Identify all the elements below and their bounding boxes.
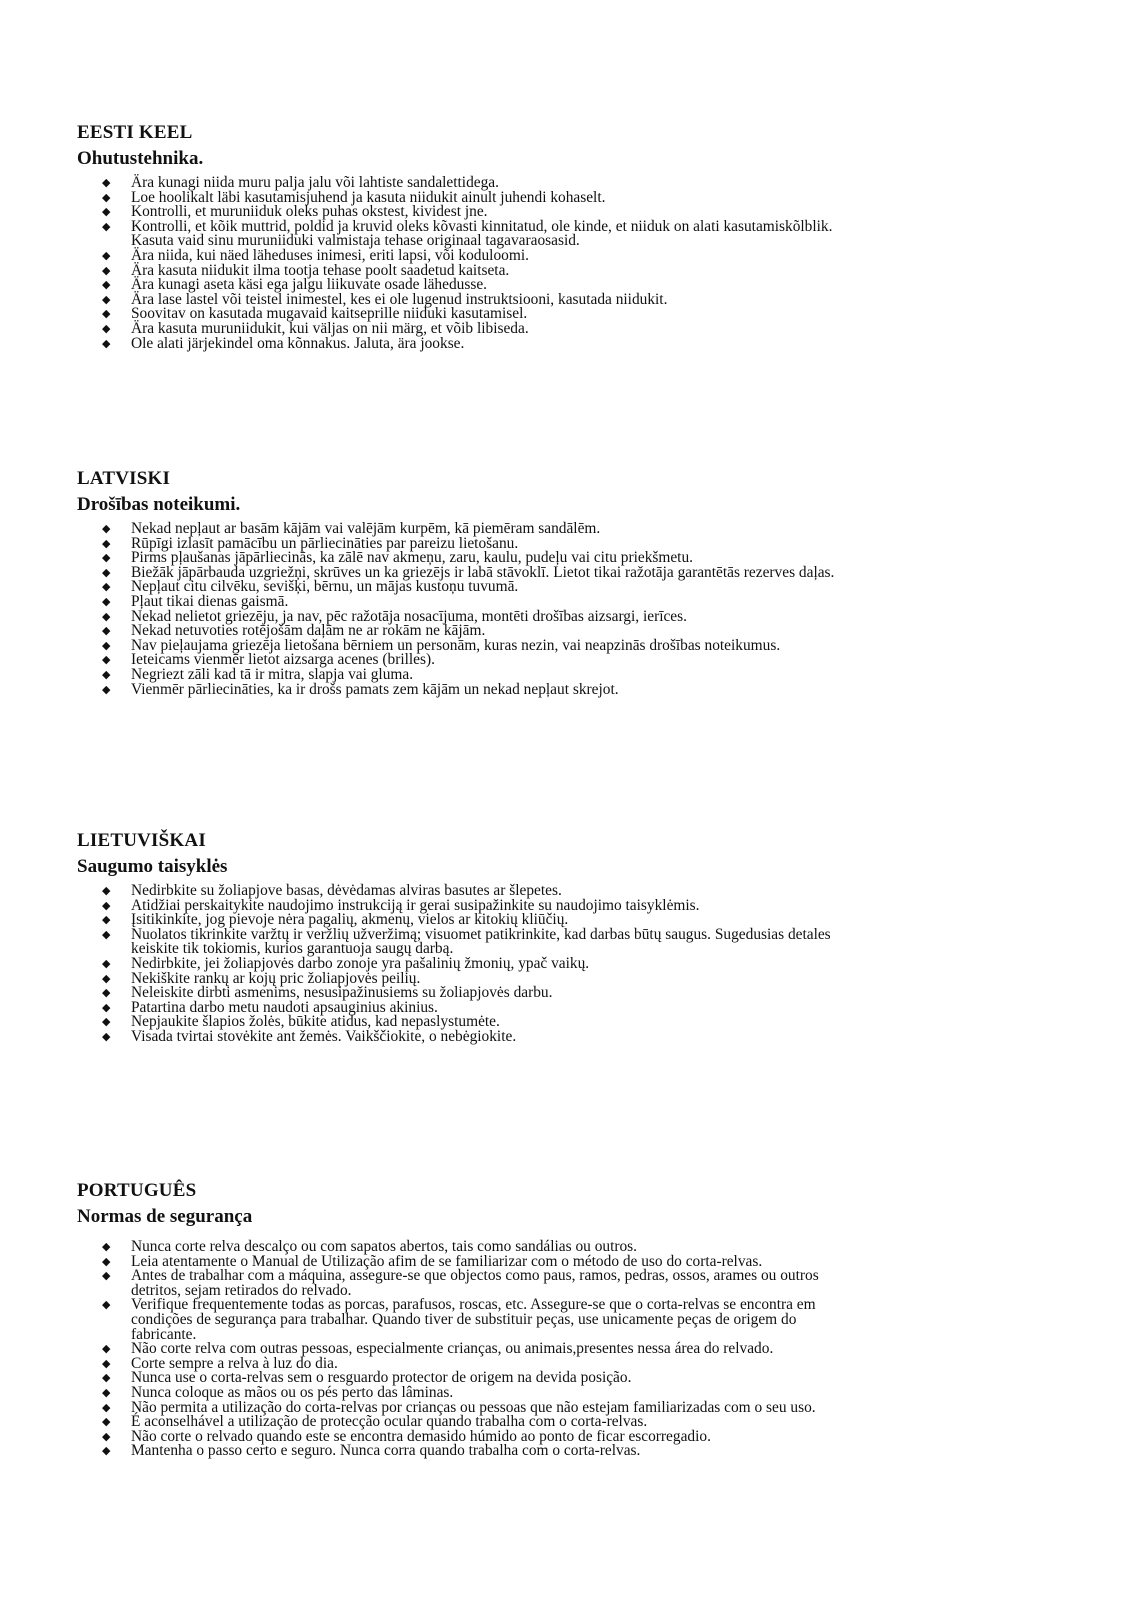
section-heading: Ohutustehnika. (77, 148, 204, 169)
rule-text-continuation: detritos, sejam retirados do relvado. (131, 1281, 352, 1299)
bullet-icon: ◆ (102, 1372, 111, 1385)
bullet-icon: ◆ (102, 308, 111, 321)
rule-text: Pļaut tikai dienas gaismā. (131, 592, 289, 610)
section-heading: Drošības noteikumi. (77, 494, 241, 515)
bullet-icon: ◆ (102, 1030, 111, 1043)
bullet-icon: ◆ (102, 1430, 111, 1443)
bullet-icon: ◆ (102, 639, 111, 652)
bullet-icon: ◆ (102, 1401, 111, 1414)
list-item (77, 1298, 1117, 1342)
rule-text: Ära kasuta muruniidukit, kui väljas on nii märg, et võib libiseda. (131, 319, 529, 337)
bullet-icon: ◆ (102, 972, 111, 985)
bullet-icon: ◆ (102, 552, 111, 565)
rule-text: Rūpīgi izlasīt pamācību un pārliecināties par pareizu lietošanu. (131, 534, 519, 552)
list-item (77, 1027, 1117, 1045)
bullet-icon: ◆ (102, 1445, 111, 1458)
bullet-icon: ◆ (102, 1416, 111, 1429)
rule-text: Nekad nelietot griezēju, ja nav, pēc ražotāja nosacījuma, montēti drošības aizsargi, ierīces. (131, 607, 687, 625)
section-heading: Normas de segurança (77, 1206, 253, 1227)
bullet-icon: ◆ (102, 1386, 111, 1399)
section-lithuanian (77, 830, 1117, 1045)
bullet-icon: ◆ (102, 293, 111, 306)
bullet-icon: ◆ (102, 566, 111, 579)
bullet-icon: ◆ (102, 625, 111, 638)
bullet-icon: ◆ (102, 206, 111, 219)
rule-text-continuation: condições de segurança para trabalhar. Quando tiver de substituir peças, use unicamente peças de origem do (131, 1310, 797, 1328)
rule-text: Nuolatos tikrinkite varžtų ir veržlių užveržimą; visuomet patikrinkite, kad darbas būtų saugus. Sugedusias detales (131, 925, 831, 943)
rule-text: Corte sempre a relva à luz do dia. (131, 1354, 338, 1372)
bullet-icon: ◆ (102, 957, 111, 970)
rule-text: Antes de trabalhar com a máquina, assegure-se que objectos como paus, ramos, pedras, ossos, arames ou outros (131, 1267, 819, 1285)
list-item (77, 217, 1117, 250)
rule-text-continuation: keiskite tik tokiomis, kurios garantuoja saugų darbą. (131, 940, 454, 958)
list-item (77, 1444, 1117, 1459)
bullet-icon: ◆ (102, 1343, 111, 1356)
rule-text: Loe hoolikalt läbi kasutamisjuhend ja kasuta niidukit ainult juhendi kohaselt. (131, 188, 606, 206)
rule-text: Pirms pļaušanas jāpārliecinās, ka zālē nav akmeņu, zaru, kaulu, pudeļu vai citu priekšmetu. (131, 549, 693, 567)
bullet-icon: ◆ (102, 1001, 111, 1014)
language-title: LATVISKI (77, 468, 171, 489)
rule-text: Biežāk jāpārbauda uzgriežņi, skrūves un ka griezējs ir labā stāvoklī. Lietot tikai ražotāja garantētās rezerves daļas. (131, 563, 835, 581)
bullet-icon: ◆ (102, 595, 111, 608)
rule-text: Nunca corte relva descalço ou com sapatos abertos, tais como sandálias ou outros. (131, 1238, 638, 1255)
bullet-icon: ◆ (102, 899, 111, 912)
list-item (77, 925, 1117, 958)
rule-text: Kontrolli, et muruniiduk oleks puhas okstest, kividest jne. (131, 203, 488, 221)
list-item (77, 334, 1117, 352)
section-portuguese (77, 1180, 1117, 1459)
bullet-icon: ◆ (102, 264, 111, 277)
rule-text: Soovitav on kasutada mugavaid kaitseprille niiduki kasutamisel. (131, 305, 528, 323)
bullet-icon: ◆ (102, 177, 111, 189)
bullet-icon: ◆ (102, 220, 111, 233)
rule-text: Neleiskite dirbti asmenims, nesusipažinusiems su žoliapjovės darbu. (131, 984, 553, 1002)
bullet-icon: ◆ (102, 337, 111, 350)
bullet-icon: ◆ (102, 885, 111, 897)
bullet-icon: ◆ (102, 279, 111, 292)
rule-text: Nekad nepļaut ar basām kājām vai valējām kurpēm, kā piemēram sandālēm. (131, 520, 601, 537)
rule-text: Não corte o relvado quando este se encontra demasido húmido ao ponto de ficar escorregadio. (131, 1427, 711, 1445)
bullet-icon: ◆ (102, 523, 111, 535)
bullet-icon: ◆ (102, 191, 111, 204)
section-estonian (77, 122, 1117, 351)
rule-text: Negriezt zāli kad tā ir mitra, slapja vai gluma. (131, 665, 414, 683)
rule-text: Nav pieļaujama griezēja lietošana bērniem un personām, kuras nezin, vai neapzinās drošības noteikumus. (131, 636, 781, 654)
bullet-icon: ◆ (102, 249, 111, 262)
rule-text: Ära kunagi aseta käsi ega jalgu liikuvate osade lähedusse. (131, 276, 487, 294)
rule-text: Patartina darbo metu naudoti apsauginius akinius. (131, 998, 438, 1016)
rule-text-continuation: fabricante. (131, 1325, 197, 1343)
bullet-icon: ◆ (102, 914, 111, 927)
rule-text: Nedirbkite, jei žoliapjovės darbo zonoje yra pašalinių žmonių, ypač vaikų. (131, 954, 590, 972)
section-latvian (77, 468, 1117, 697)
rule-text: Atidžiai perskaitykite naudojimo instrukciją ir gerai susipažinkite su naudojimo taisyklėmis. (131, 896, 700, 914)
rule-text: Nepjaukite šlapios žolės, būkite atidus, kad nepaslystumėte. (131, 1013, 500, 1031)
language-title: PORTUGUÊS (77, 1180, 197, 1201)
bullet-icon: ◆ (102, 610, 111, 623)
rules-list (77, 522, 1117, 697)
rule-text: Não permita a utilização do corta-relvas por crianças ou pessoas que não estejam familiarizadas com o seu uso. (131, 1398, 816, 1416)
list-item (77, 680, 1117, 698)
bullet-icon: ◆ (102, 928, 111, 941)
bullet-icon: ◆ (102, 581, 111, 594)
rule-text: Nunca use o corta-relvas sem o resguardo protector de origem na devida posição. (131, 1369, 632, 1387)
rule-text-continuation: Kasuta vaid sinu muruniiduki valmistaja tehase originaal tagavaraosasid. (131, 232, 580, 250)
rule-text: Kontrolli, et kõik muttrid, poldid ja kruvid oleks kõvasti kinnitatud, ole kinde, et niiduk on alati kasutamiskõlblik. (131, 217, 833, 235)
bullet-icon: ◆ (102, 987, 111, 1000)
rule-text: Verifique frequentemente todas as porcas, parafusos, roscas, etc. Assegure-se que o corta-relvas se encontra em (131, 1296, 816, 1314)
bullet-icon: ◆ (102, 668, 111, 681)
bullet-icon: ◆ (102, 1299, 111, 1312)
rule-text: Não corte relva com outras pessoas, especialmente crianças, ou animais,presentes nessa área do relvado. (131, 1340, 774, 1358)
rule-text: Ära kasuta niidukit ilma tootja tehase poolt saadetud kaitseta. (131, 261, 510, 279)
rule-text: Nekad netuvoties rotējošām daļām ne ar rokām ne kājām. (131, 622, 486, 640)
language-title: EESTI KEEL (77, 122, 193, 143)
rule-text: Nunca coloque as mãos ou os pés perto das lâminas. (131, 1383, 454, 1401)
section-heading: Saugumo taisyklės (77, 856, 228, 877)
bullet-icon: ◆ (102, 1016, 111, 1029)
rule-text: Ära niida, kui näed läheduses inimesi, eriti lapsi, või koduloomi. (131, 246, 529, 264)
list-item (77, 1269, 1117, 1298)
rule-text: Mantenha o passo certo e seguro. Nunca corra quando trabalha com o corta-relvas. (131, 1442, 641, 1460)
rule-text: Ieteicams vienmēr lietot aizsarga acenes (brilles). (131, 651, 435, 669)
rule-text: Ära lase lastel või teistel inimestel, kes ei ole lugenud instruktsiooni, kasutada niidukit. (131, 290, 668, 308)
bullet-icon: ◆ (102, 537, 111, 550)
rule-text: Vienmēr pārliecināties, ka ir drošs pamats zem kājām un nekad nepļaut skrejot. (131, 680, 619, 698)
rules-list (77, 884, 1117, 1045)
language-title: LIETUVIŠKAI (77, 830, 206, 851)
rule-text: Leia atentamente o Manual de Utilização afim de se familiarizar com o método de uso do corta-relvas. (131, 1252, 763, 1270)
rule-text: Ära kunagi niida muru palja jalu või lahtiste sandalettidega. (131, 174, 499, 191)
rules-list (77, 176, 1117, 351)
rule-text: Nedirbkite su žoliapjove basas, dėvėdamas alviras basutes ar šlepetes. (131, 882, 562, 899)
rule-text: Nekiškite rankų ar kojų pric žoliapjovės peilių. (131, 969, 421, 987)
bullet-icon: ◆ (102, 1255, 111, 1268)
rule-text: Nepļaut citu cilvēku, sevišķi, bērnu, un mājas kustoņu tuvumā. (131, 578, 519, 596)
bullet-icon: ◆ (102, 1241, 111, 1253)
bullet-icon: ◆ (102, 1357, 111, 1370)
rule-text: Ole alati järjekindel oma kõnnakus. Jaluta, ära jookse. (131, 334, 465, 352)
bullet-icon: ◆ (102, 654, 111, 667)
bullet-icon: ◆ (102, 322, 111, 335)
rule-text: Visada tvirtai stovėkite ant žemės. Vaikščiokite, o nebėgiokite. (131, 1027, 517, 1045)
rule-text: Įsitikinkite, jog pievoje nėra pagalių, akmenų, vielos ar kitokių kliūčių. (131, 911, 569, 929)
bullet-icon: ◆ (102, 683, 111, 696)
rule-text: É aconselhável a utilização de protecção ocular quando trabalha com o corta-relvas. (131, 1413, 648, 1431)
rules-list (77, 1240, 1117, 1459)
bullet-icon: ◆ (102, 1270, 111, 1283)
